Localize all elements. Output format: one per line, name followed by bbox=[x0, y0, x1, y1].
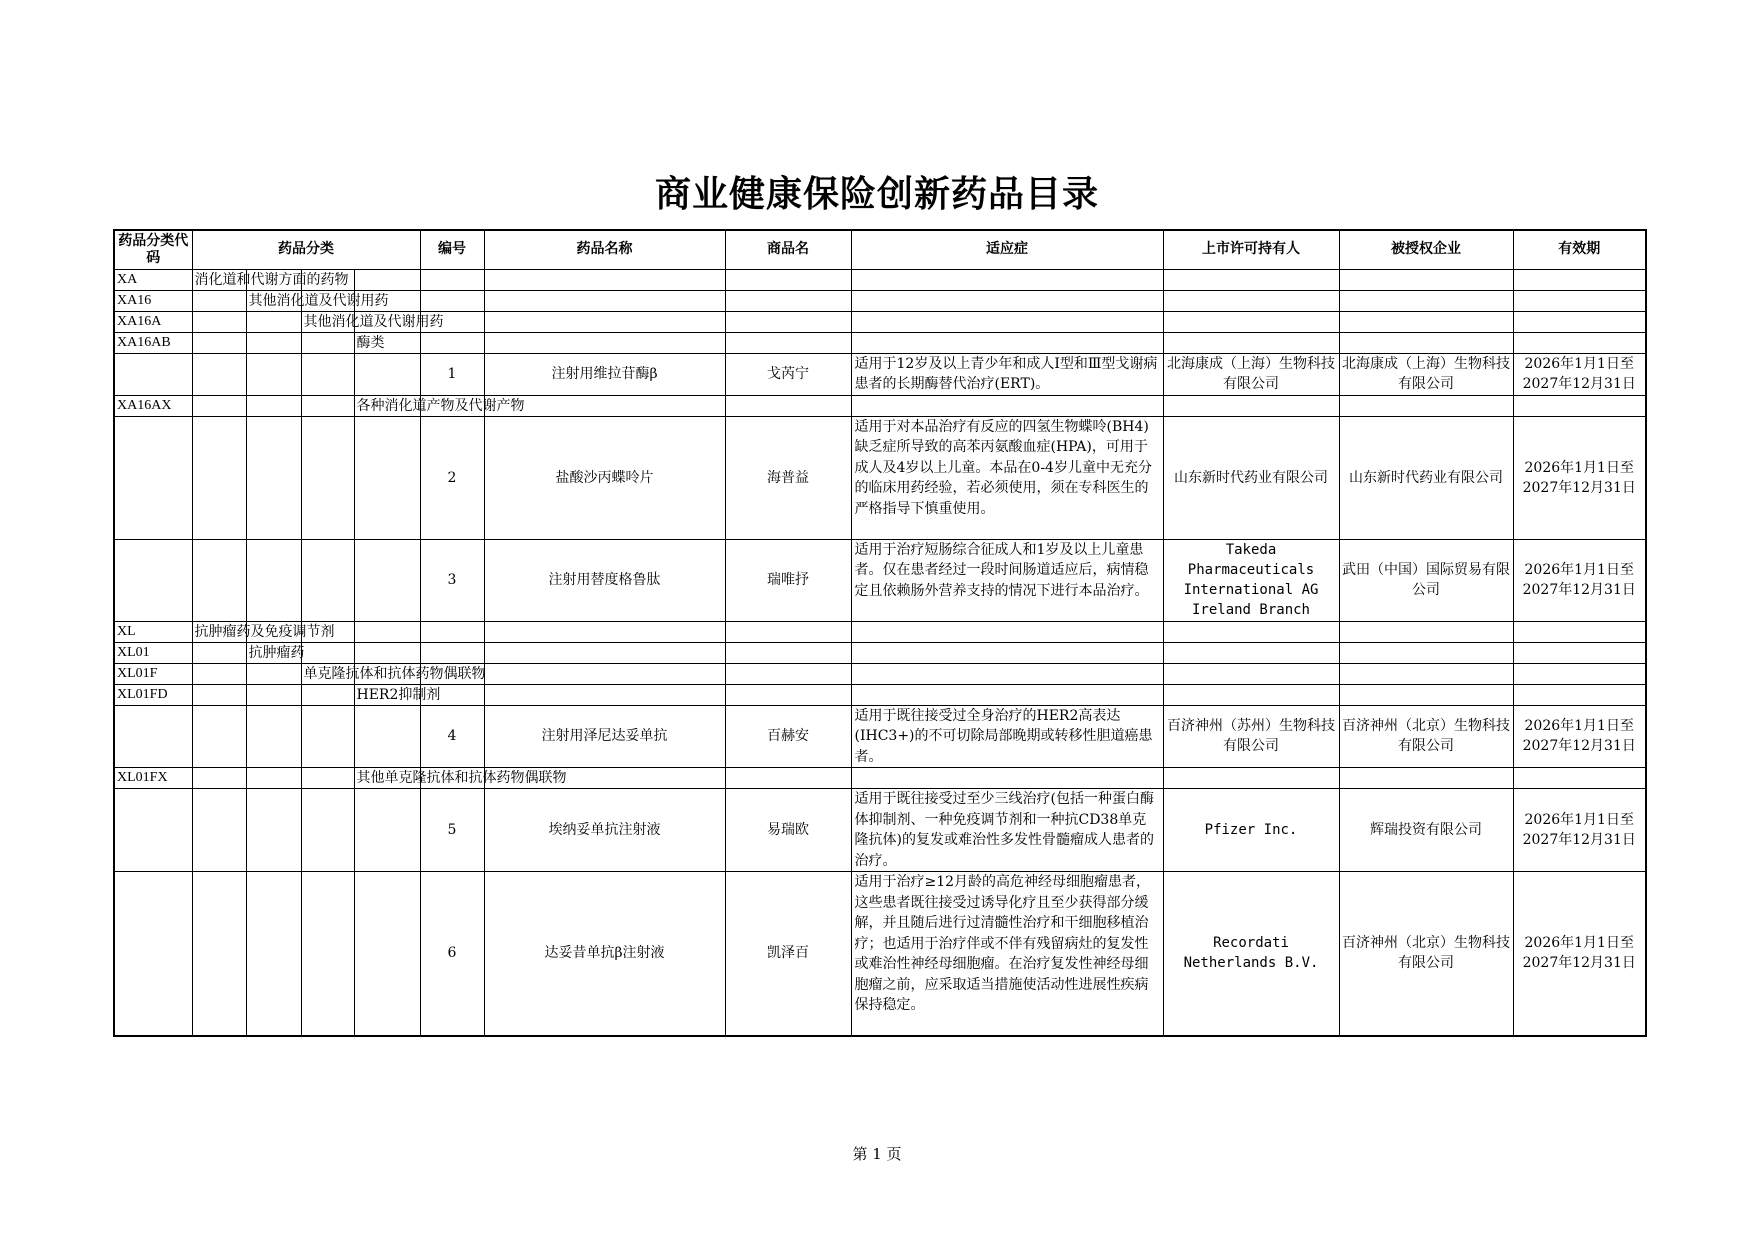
header-category-code: 药品分类代码 bbox=[114, 230, 192, 269]
licensee: 武田（中国）国际贸易有限公司 bbox=[1339, 539, 1513, 621]
category-code: XA16AX bbox=[114, 395, 192, 416]
brand-name: 戈芮宁 bbox=[725, 353, 851, 395]
category-row bbox=[114, 684, 1646, 705]
header-brand-name: 商品名 bbox=[725, 230, 851, 269]
indication: 适用于12岁及以上青少年和成人Ⅰ型和Ⅲ型戈谢病患者的长期酶替代治疗(ERT)。 bbox=[851, 353, 1163, 395]
drug-name: 注射用维拉苷酶β bbox=[484, 353, 725, 395]
category-code: XL01F bbox=[114, 663, 192, 684]
marketing-authorization-holder: Takeda Pharmaceuticals International AG Ireland Branch bbox=[1163, 539, 1339, 621]
category-code: XA16 bbox=[114, 290, 192, 311]
drug-row bbox=[114, 705, 1646, 768]
brand-name: 海普益 bbox=[725, 416, 851, 539]
drug-row bbox=[114, 789, 1646, 872]
licensee: 辉瑞投资有限公司 bbox=[1339, 789, 1513, 872]
drug-name: 注射用泽尼达妥单抗 bbox=[484, 705, 725, 768]
category-name-cell bbox=[354, 332, 420, 353]
header-validity: 有效期 bbox=[1513, 230, 1646, 269]
validity-period: 2026年1月1日至2027年12月31日 bbox=[1513, 705, 1646, 768]
drug-catalog-table bbox=[113, 229, 1647, 1037]
marketing-authorization-holder: 山东新时代药业有限公司 bbox=[1163, 416, 1339, 539]
drug-number: 2 bbox=[420, 416, 484, 539]
category-code: XL01FD bbox=[114, 684, 192, 705]
drug-row bbox=[114, 872, 1646, 1036]
category-row bbox=[114, 332, 1646, 353]
drug-number: 1 bbox=[420, 353, 484, 395]
drug-number: 3 bbox=[420, 539, 484, 621]
drug-row bbox=[114, 416, 1646, 539]
category-name-cell bbox=[354, 395, 525, 416]
header-row bbox=[114, 230, 1646, 269]
category-row bbox=[114, 395, 1646, 416]
drug-name: 盐酸沙丙蝶呤片 bbox=[484, 416, 725, 539]
category-code: XL01 bbox=[114, 642, 192, 663]
header-number: 编号 bbox=[420, 230, 484, 269]
category-name-cell bbox=[301, 663, 486, 684]
category-name-cell bbox=[246, 642, 305, 663]
licensee: 百济神州（北京）生物科技有限公司 bbox=[1339, 705, 1513, 768]
category-code: XL bbox=[114, 621, 192, 642]
category-row bbox=[114, 768, 1646, 789]
validity-period: 2026年1月1日至2027年12月31日 bbox=[1513, 789, 1646, 872]
drug-row bbox=[114, 539, 1646, 621]
brand-name: 凯泽百 bbox=[725, 872, 851, 1036]
drug-number: 4 bbox=[420, 705, 484, 768]
brand-name: 易瑞欧 bbox=[725, 789, 851, 872]
category-code: XL01FX bbox=[114, 768, 192, 789]
drug-number: 6 bbox=[420, 872, 484, 1036]
category-name-cell bbox=[192, 621, 335, 642]
drug-name: 达妥昔单抗β注射液 bbox=[484, 872, 725, 1036]
category-code: XA16A bbox=[114, 311, 192, 332]
drug-name: 埃纳妥单抗注射液 bbox=[484, 789, 725, 872]
marketing-authorization-holder: 百济神州（苏州）生物科技有限公司 bbox=[1163, 705, 1339, 768]
category-name: 其他消化道及代谢用药 bbox=[303, 313, 444, 330]
header-licensee: 被授权企业 bbox=[1339, 230, 1513, 269]
category-row bbox=[114, 621, 1646, 642]
drug-row bbox=[114, 353, 1646, 395]
category-name-cell bbox=[301, 311, 444, 332]
header-drug-name: 药品名称 bbox=[484, 230, 725, 269]
category-row bbox=[114, 663, 1646, 684]
validity-period: 2026年1月1日至2027年12月31日 bbox=[1513, 539, 1646, 621]
category-name: 其他单克隆抗体和抗体药物偶联物 bbox=[356, 770, 567, 786]
licensee: 北海康成（上海）生物科技有限公司 bbox=[1339, 353, 1513, 395]
category-row bbox=[114, 311, 1646, 332]
drug-name: 注射用替度格鲁肽 bbox=[484, 539, 725, 621]
validity-period: 2026年1月1日至2027年12月31日 bbox=[1513, 872, 1646, 1036]
category-name: 酶类 bbox=[356, 334, 385, 351]
header-mah: 上市许可持有人 bbox=[1163, 230, 1339, 269]
brand-name: 百赫安 bbox=[725, 705, 851, 768]
category-name: 单克隆抗体和抗体药物偶联物 bbox=[303, 665, 486, 682]
category-name-cell bbox=[354, 768, 567, 789]
category-name: 抗肿瘤药及免疫调节剂 bbox=[194, 623, 335, 640]
indication: 适用于对本品治疗有反应的四氢生物蝶呤(BH4)缺乏症所导致的高苯丙氨酸血症(HPA)，可用于成人及4岁以上儿童。本品在0-4岁儿童中无充分的临床用药经验，若必须使用，须在专科医生的严格指导下慎重使用。 bbox=[851, 416, 1163, 539]
indication: 适用于既往接受过至少三线治疗(包括一种蛋白酶体抑制剂、一种免疫调节剂和一种抗CD38单克隆抗体)的复发或难治性多发性骨髓瘤成人患者的治疗。 bbox=[851, 789, 1163, 872]
page-number: 第 1 页 bbox=[852, 1145, 902, 1163]
category-name-cell bbox=[246, 290, 389, 311]
validity-period: 2026年1月1日至2027年12月31日 bbox=[1513, 353, 1646, 395]
category-code: XA bbox=[114, 269, 192, 290]
drug-number: 5 bbox=[420, 789, 484, 872]
page-title: 商业健康保险创新药品目录 bbox=[654, 174, 1099, 215]
category-name-cell bbox=[354, 684, 441, 705]
indication: 适用于治疗短肠综合征成人和1岁及以上儿童患者。仅在患者经过一段时间肠道适应后，病情稳定且依赖肠外营养支持的情况下进行本品治疗。 bbox=[851, 539, 1163, 621]
marketing-authorization-holder: 北海康成（上海）生物科技有限公司 bbox=[1163, 353, 1339, 395]
category-name: HER2抑制剂 bbox=[356, 686, 441, 703]
validity-period: 2026年1月1日至2027年12月31日 bbox=[1513, 416, 1646, 539]
category-row bbox=[114, 642, 1646, 663]
licensee: 百济神州（北京）生物科技有限公司 bbox=[1339, 872, 1513, 1036]
category-name: 其他消化道及代谢用药 bbox=[248, 292, 389, 309]
header-indication: 适应症 bbox=[851, 230, 1163, 269]
brand-name: 瑞唯抒 bbox=[725, 539, 851, 621]
category-name: 消化道和代谢方面的药物 bbox=[194, 271, 349, 288]
marketing-authorization-holder: Pfizer Inc. bbox=[1163, 789, 1339, 872]
category-name: 抗肿瘤药 bbox=[248, 644, 305, 661]
indication: 适用于治疗≥12月龄的高危神经母细胞瘤患者，这些患者既往接受过诱导化疗且至少获得部分缓解，并且随后进行过清髓性治疗和干细胞移植治疗；也适用于治疗伴或不伴有残留病灶的复发性或难治性神经母细胞瘤。在治疗复发性神经母细胞瘤之前，应采取适当措施使活动性进展性疾病保持稳定。 bbox=[851, 872, 1163, 1036]
category-name-cell bbox=[192, 269, 349, 290]
category-row bbox=[114, 269, 1646, 290]
category-row bbox=[114, 290, 1646, 311]
category-name: 各种消化道产物及代谢产物 bbox=[356, 397, 525, 414]
header-category: 药品分类 bbox=[192, 230, 420, 269]
category-code: XA16AB bbox=[114, 332, 192, 353]
licensee: 山东新时代药业有限公司 bbox=[1339, 416, 1513, 539]
indication: 适用于既往接受过全身治疗的HER2高表达(IHC3+)的不可切除局部晚期或转移性胆道癌患者。 bbox=[851, 705, 1163, 768]
marketing-authorization-holder: Recordati Netherlands B.V. bbox=[1163, 872, 1339, 1036]
